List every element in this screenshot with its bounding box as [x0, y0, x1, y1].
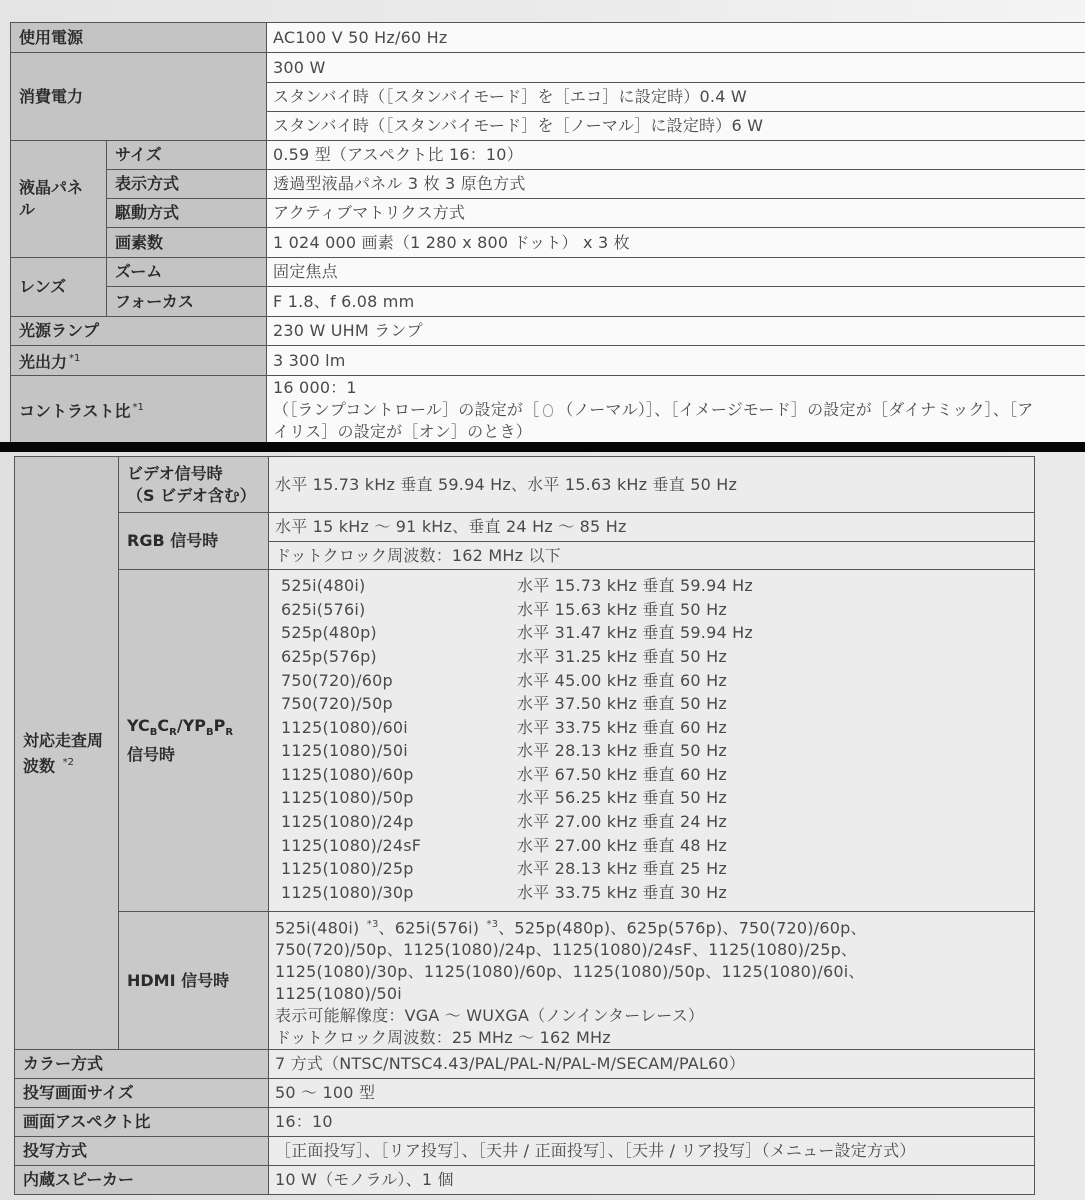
- group-label-lens: レンズ: [11, 258, 107, 317]
- footnote-mark: *1: [69, 352, 81, 364]
- row-label: 使用電源: [11, 23, 267, 53]
- row-value: 16：10: [269, 1108, 1035, 1137]
- footnote-mark: *2: [62, 756, 74, 768]
- row-label: [11, 346, 267, 376]
- row-value: スタンバイ時（［スタンバイモード］を［ノーマル］に設定時）6 W: [267, 112, 1085, 141]
- group-label-lcd-panel: 液晶パネル: [11, 141, 107, 258]
- contrast-condition-line2: イリス］の設定が［オン］のとき）: [273, 421, 532, 441]
- row-label: サイズ: [107, 141, 267, 170]
- format-name: 525i(480i): [281, 576, 366, 596]
- table-row: [11, 170, 1085, 199]
- row-value: 水平 15 kHz ～ 91 kHz、垂直 24 Hz ～ 85 Hz: [269, 513, 1035, 542]
- row-value: 7 方式（NTSC/NTSC4.43/PAL/PAL-N/PAL-M/SECAM/PAL60）: [269, 1050, 1035, 1079]
- format-name: 625i(576i): [281, 599, 366, 619]
- table-row-power-source: [11, 23, 1085, 53]
- row-value: AC100 V 50 Hz/60 Hz: [267, 23, 1085, 53]
- row-value: 50 ～ 100 型: [269, 1079, 1035, 1108]
- row-label: 光源ランプ: [11, 317, 267, 346]
- row-label: 画素数: [107, 228, 267, 258]
- table-row-speaker: [15, 1166, 1035, 1195]
- row-value: 230 W UHM ランプ: [267, 317, 1085, 346]
- contrast-value: 16 000：1: [273, 377, 357, 397]
- lamp-bulb-icon: [543, 404, 553, 417]
- format-name: 625p(576p): [281, 646, 377, 666]
- label-line: 波数 $^{*2}$: [23, 755, 74, 775]
- format-name: 1125(1080)/50i: [281, 741, 408, 761]
- format-frequency: 水平 45.00 kHz 垂直 60 Hz: [517, 670, 727, 690]
- table-row-color-system: [15, 1050, 1035, 1079]
- format-frequency: 水平 31.25 kHz 垂直 50 Hz: [517, 646, 727, 666]
- format-name: 1125(1080)/25p: [281, 859, 414, 879]
- table-row-lcd-size: [11, 141, 1085, 170]
- row-label: [11, 376, 267, 443]
- spec-table-top: [10, 22, 1085, 442]
- spec-sheet-photo-top: [0, 0, 1085, 442]
- format-name: 1125(1080)/24sF: [281, 835, 422, 855]
- row-value: 525i(480i) $^{*3}$、625i(576i) $^{*3}$、525p(480p)、625p(576p)、750(720)/60p、 750(720)/50p、1125(1080)/24p、1125(1080)/24sF、1125(1080)/25p、 1125(1080)/30p、1125(1080)/60p、1125(1080)/50p、1125(1080)/60i、 1125(1080)/50i 表示可能解像度：VGA ～ WUXGA（ノンインターレース） ドットクロック周波数：25 MHz ～ 162 MHz: [269, 912, 1035, 1050]
- table-row-power-consumption: [11, 53, 1085, 83]
- format-name: 1125(1080)/30p: [281, 882, 414, 902]
- format-frequency: 水平 28.13 kHz 垂直 50 Hz: [517, 741, 727, 761]
- row-label: 投写画面サイズ: [15, 1079, 269, 1108]
- row-value: 3 300 lm: [267, 346, 1085, 376]
- format-name: 1125(1080)/24p: [281, 812, 414, 832]
- table-row: [11, 199, 1085, 228]
- format-list: [269, 570, 1035, 912]
- format-frequency: 水平 27.00 kHz 垂直 48 Hz: [517, 835, 727, 855]
- format-frequency: 水平 15.63 kHz 垂直 50 Hz: [517, 599, 727, 619]
- row-value: 透過型液晶パネル 3 枚 3 原色方式: [267, 170, 1085, 199]
- format-frequency: 水平 33.75 kHz 垂直 60 Hz: [517, 717, 727, 737]
- table-row-lamp: [11, 317, 1085, 346]
- table-row-video-signal: [15, 457, 1035, 513]
- format-name: 750(720)/50p: [281, 694, 393, 714]
- row-label: 駆動方式: [107, 199, 267, 228]
- table-row: [11, 287, 1085, 317]
- spec-table-bottom: [14, 456, 1035, 1195]
- row-value: 固定焦点: [267, 258, 1085, 287]
- table-row-light-output: [11, 346, 1085, 376]
- table-row: [11, 228, 1085, 258]
- row-value: アクティブマトリクス方式: [267, 199, 1085, 228]
- row-value: 水平 15.73 kHz 垂直 59.94 Hz、水平 15.63 kHz 垂直 50 Hz: [269, 457, 1035, 513]
- row-label: 投写方式: [15, 1137, 269, 1166]
- format-frequency: 水平 33.75 kHz 垂直 30 Hz: [517, 882, 727, 902]
- format-frequency: 水平 28.13 kHz 垂直 25 Hz: [517, 859, 727, 879]
- contrast-condition: （［ランプコントロール］の設定が［ （ノーマル）］、［イメージモード］の設定が［ダイナミック］、［ア: [273, 399, 1034, 419]
- format-frequency: 水平 37.50 kHz 垂直 50 Hz: [517, 694, 727, 714]
- format-name: 750(720)/60p: [281, 670, 393, 690]
- row-label: 画面アスペクト比: [15, 1108, 269, 1137]
- row-label: 表示方式: [107, 170, 267, 199]
- table-row-screen-size: [15, 1079, 1035, 1108]
- row-value: 0.59 型（アスペクト比 16：10）: [267, 141, 1085, 170]
- row-value: 300 W: [267, 53, 1085, 83]
- table-row-ycbcr-signal: [15, 570, 1035, 912]
- row-label: カラー方式: [15, 1050, 269, 1079]
- row-value: ドットクロック周波数：162 MHz 以下: [269, 542, 1035, 570]
- format-name: 1125(1080)/60p: [281, 764, 414, 784]
- table-row-contrast: [11, 376, 1085, 443]
- photo-divider: [0, 442, 1085, 452]
- row-label: ズーム: [107, 258, 267, 287]
- row-label: ビデオ信号時 （S ビデオ含む）: [119, 457, 269, 513]
- format-frequency: 水平 31.47 kHz 垂直 59.94 Hz: [517, 623, 753, 643]
- table-row-rgb-signal: [15, 513, 1035, 542]
- row-value: ［正面投写］、［リア投写］、［天井 / 正面投写］、［天井 / リア投写］（メニュー設定方式）: [269, 1137, 1035, 1166]
- row-value: F 1.8、f 6.08 mm: [267, 287, 1085, 317]
- spec-sheet-photo-bottom: [0, 452, 1085, 1200]
- label-text: コントラスト比: [19, 401, 131, 421]
- table-row-aspect-ratio: [15, 1108, 1035, 1137]
- format-frequency: 水平 56.25 kHz 垂直 50 Hz: [517, 788, 727, 808]
- row-label: HDMI 信号時: [119, 912, 269, 1050]
- format-name: 525p(480p): [281, 623, 377, 643]
- label-line: 対応走査周: [23, 730, 104, 750]
- format-frequency: 水平 15.73 kHz 垂直 59.94 Hz: [517, 576, 753, 596]
- format-grid: [275, 571, 1028, 910]
- row-label: RGB 信号時: [119, 513, 269, 570]
- table-row-projection-method: [15, 1137, 1035, 1166]
- row-value: 1 024 000 画素（1 280 x 800 ドット） x 3 枚: [267, 228, 1085, 258]
- format-frequency: 水平 67.50 kHz 垂直 60 Hz: [517, 764, 727, 784]
- row-value: スタンバイ時（［スタンバイモード］を［エコ］に設定時）0.4 W: [267, 83, 1085, 112]
- footnote-mark: *1: [132, 401, 144, 413]
- format-name: 1125(1080)/60i: [281, 717, 408, 737]
- format-name: 1125(1080)/50p: [281, 788, 414, 808]
- table-row-hdmi-signal: [15, 912, 1035, 1050]
- table-row-lens-zoom: [11, 258, 1085, 287]
- row-label: フォーカス: [107, 287, 267, 317]
- row-label: 内蔵スピーカー: [15, 1166, 269, 1195]
- ycbcr-label: $YC_BC_R/YP_BP_R$: [127, 715, 234, 739]
- row-label: 消費電力: [11, 53, 267, 141]
- group-label-scan-frequency: [15, 457, 119, 1050]
- label-text: 光出力: [19, 352, 68, 372]
- row-value: 10 W（モノラル）、1 個: [269, 1166, 1035, 1195]
- format-frequency: 水平 27.00 kHz 垂直 24 Hz: [517, 812, 727, 832]
- row-value: [267, 376, 1085, 443]
- row-label: $YC_BC_R/YP_BP_R$ 信号時: [119, 570, 269, 912]
